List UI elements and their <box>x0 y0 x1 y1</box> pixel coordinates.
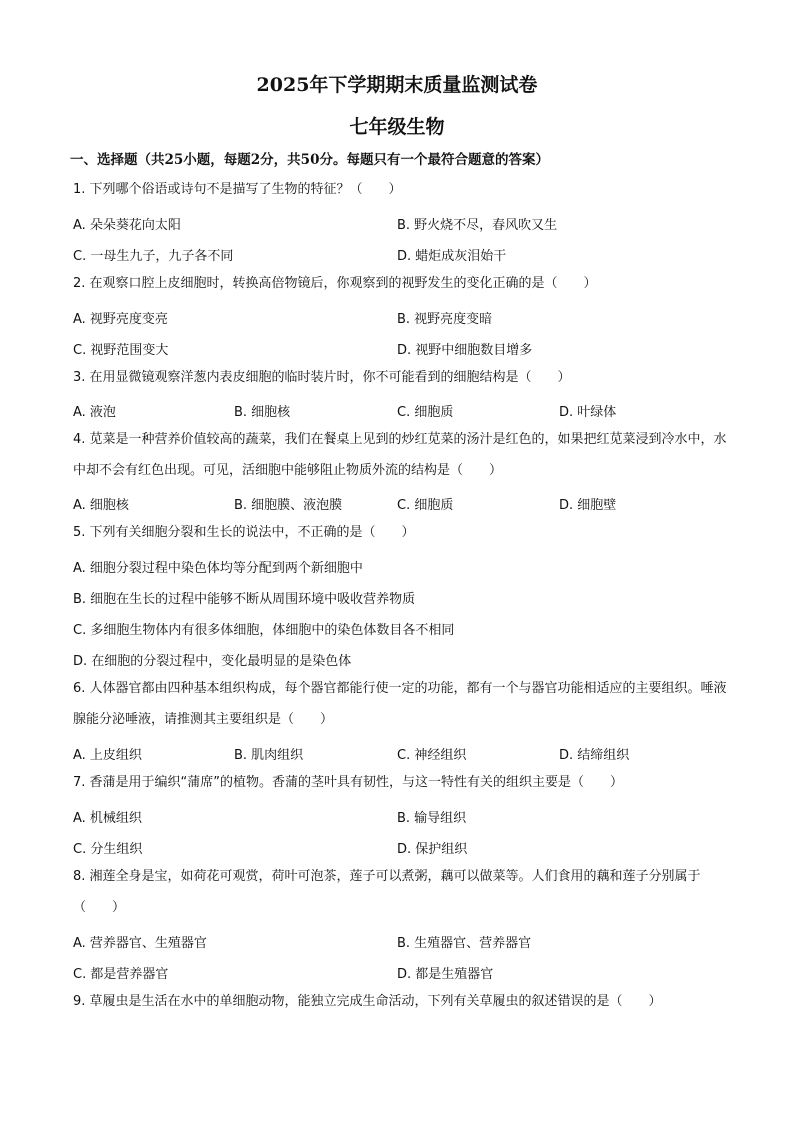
question-2-option-a: A. 视野亮度变亮 <box>73 312 168 327</box>
question-2-stem: 2. 在观察口腔上皮细胞时，转换高倍物镜后，你观察到的视野发生的变化正确的是（ ） <box>73 276 597 291</box>
question-1-option-b: B. 野火烧不尽，春风吹又生 <box>397 218 558 233</box>
question-4-option-b: B. 细胞膜、液泡膜 <box>234 498 343 513</box>
question-3-option-c: C. 细胞质 <box>397 405 454 420</box>
exam-title: 2025年下学期期末质量监测试卷 <box>256 74 538 96</box>
question-2-option-b: B. 视野亮度变暗 <box>397 312 493 327</box>
question-9-stem: 9. 草履虫是生活在水中的单细胞动物，能独立完成生命活动，下列有关草履虫的叙述错误的是（ ） <box>73 994 662 1009</box>
question-7-option-a: A. 机械组织 <box>73 811 142 826</box>
question-8-option-d: D. 都是生殖器官 <box>397 967 494 982</box>
question-6-option-c: C. 神经组织 <box>397 748 467 763</box>
question-4-option-d: D. 细胞壁 <box>559 498 617 513</box>
question-3-option-a: A. 液泡 <box>73 405 116 420</box>
question-1-option-c: C. 一母生九子，九子各不同 <box>73 249 234 264</box>
question-8-option-c: C. 都是营养器官 <box>73 967 169 982</box>
question-3-stem: 3. 在用显微镜观察洋葱内表皮细胞的临时装片时，你不可能看到的细胞结构是（ ） <box>73 370 571 385</box>
question-4-option-a: A. 细胞核 <box>73 498 129 513</box>
question-5-option-d: D. 在细胞的分裂过程中，变化最明显的是染色体 <box>73 654 352 669</box>
question-7-option-d: D. 保护组织 <box>397 842 468 857</box>
question-7-option-b: B. 输导组织 <box>397 811 467 826</box>
question-4-stem: 4. 苋菜是一种营养价值较高的蔬菜，我们在餐桌上见到的炒红苋菜的汤汁是红色的，如果把红苋菜浸到冷水中，水中却不会有红色出现。可见，活细胞中能够阻止物质外流的结构是（ ） <box>73 432 727 478</box>
question-8-stem: 8. 湘莲全身是宝，如荷花可观赏，荷叶可泡茶，莲子可以煮粥，藕可以做菜等。人们食用的藕和莲子分别属于（ ） <box>73 869 701 915</box>
question-2-option-c: C. 视野范围变大 <box>73 343 169 358</box>
question-6-stem: 6. 人体器官都由四种基本组织构成，每个器官都能行使一定的功能，都有一个与器官功能相适应的主要组织。唾液腺能分泌唾液，请推测其主要组织是（ ） <box>73 681 727 727</box>
question-1-option-d: D. 蜡炬成灰泪始干 <box>397 249 507 264</box>
question-2-option-d: D. 视野中细胞数目增多 <box>397 343 533 358</box>
question-5-stem: 5. 下列有关细胞分裂和生长的说法中，不正确的是（ ） <box>73 525 415 540</box>
question-7-stem: 7. 香蒲是用于编织“蒲席”的植物。香蒲的茎叶具有韧性，与这一特性有关的组织主要是（ ） <box>73 775 624 790</box>
question-6-option-a: A. 上皮组织 <box>73 748 142 763</box>
question-5-option-a: A. 细胞分裂过程中染色体均等分配到两个新细胞中 <box>73 561 363 576</box>
question-6-option-b: B. 肌肉组织 <box>234 748 304 763</box>
question-5-option-b: B. 细胞在生长的过程中能够不断从周围环境中吸收营养物质 <box>73 592 416 607</box>
question-8-option-a: A. 营养器官、生殖器官 <box>73 936 207 951</box>
question-5-option-c: C. 多细胞生物体内有很多体细胞，体细胞中的染色体数目各不相同 <box>73 623 455 638</box>
question-4-option-c: C. 细胞质 <box>397 498 454 513</box>
question-1-option-a: A. 朵朵葵花向太阳 <box>73 218 181 233</box>
question-3-option-d: D. 叶绿体 <box>559 405 617 420</box>
question-8-option-b: B. 生殖器官、营养器官 <box>397 936 532 951</box>
section-heading: 一、选择题（共25小题，每题2分，共50分。每题只有一个最符合题意的答案） <box>70 152 549 168</box>
question-3-option-b: B. 细胞核 <box>234 405 291 420</box>
question-7-option-c: C. 分生组织 <box>73 842 143 857</box>
question-1-stem: 1. 下列哪个俗语或诗句不是描写了生物的特征？（ ） <box>73 182 402 197</box>
exam-subtitle: 七年级生物 <box>349 116 445 138</box>
question-6-option-d: D. 结缔组织 <box>559 748 630 763</box>
